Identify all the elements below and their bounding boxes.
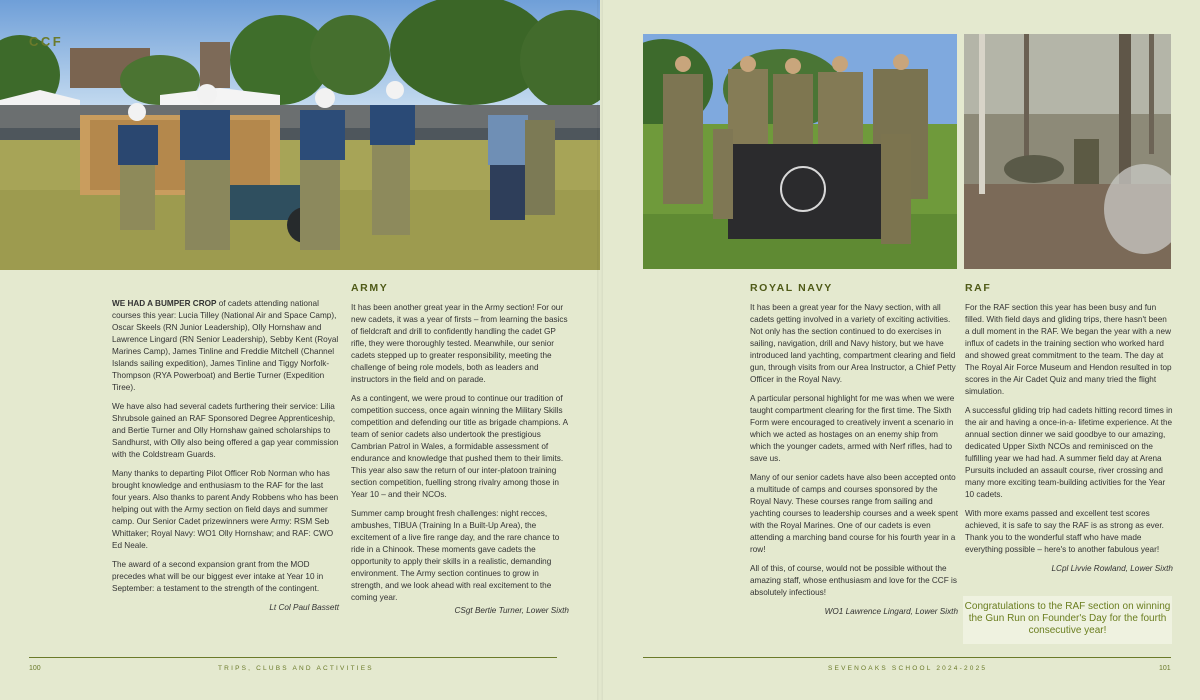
congratulations-callout: Congratulations to the RAF section on winning the Gun Run on Founder's Day for the fourth consecutive year! bbox=[963, 596, 1172, 644]
raf-paragraph-2: A successful gliding trip had cadets hitting record times in the air and having a once-in-a- lifetime experience. At the annual section dinner we said goodbye to our amazing, dedicated Upper Sixth NCOs and reminisced on the fulfilling year we had had. A summer field day at Arena Pursuits included an assault course, river crossing and many more exciting team-building activities for the Year 10 cadets. bbox=[965, 406, 1173, 499]
intro-lead: WE HAD A BUMPER CROP bbox=[112, 299, 217, 308]
army-paragraph-3: Summer camp brought fresh challenges: night recces, ambushes, TIBUA (Training In a Built-Up Area), the excitement of a live fire range day, and the rare chance to ride in a Chinook. These moments gave cadets the opportunity to apply their skills in a realistic, demanding environment. The Army section continues to grow in strength, and we look ahead with real excitement to the coming year. bbox=[351, 509, 560, 602]
navy-paragraph-1: It has been a great year for the Navy section, with all cadets getting involved in a variety of exciting activities. Not only has the section continued to do exercises in sailing, navigation, drill and Navy history, but we have introduced land yachting, compartment clearing and field gun, through visits from our Area Instructor, a Chief Petty Officer in the Royal Navy. bbox=[750, 303, 956, 384]
raf-paragraph-3: With more exams passed and excellent test scores achieved, it is safe to say the RAF is as strong as ever. Thank you to the wonderful staff who have made everything possible – here's to another fabulous year! bbox=[965, 509, 1164, 554]
navy-group-photo bbox=[643, 34, 957, 269]
section-label: CCF bbox=[29, 34, 64, 49]
army-signature: CSgt Bertie Turner, Lower Sixth bbox=[454, 606, 569, 615]
navy-paragraph-4: All of this, of course, would not be possible without the amazing staff, whose enthusiasm and love for the CCF is absolutely infectious! bbox=[750, 564, 957, 597]
intro-paragraph-3: Many thanks to departing Pilot Officer Rob Norman who has brought knowledge and enthusiasm to the RAF for the last four years. Also thanks to parent Andy Robbens who has been helping out with the Army section on field days and summer camp. Our Senior Cadet prizewinners were Army: RSM Seb Whittaker; Royal Navy: WO1 Olly Hornshaw; and RAF: CWO Ed Neale. bbox=[112, 469, 339, 550]
navy-signature: WO1 Lawrence Lingard, Lower Sixth bbox=[824, 607, 958, 616]
footer-rule-left bbox=[29, 657, 557, 658]
page-number-left: 100 bbox=[29, 665, 41, 672]
raf-column bbox=[965, 282, 1173, 582]
raf-heading: RAF bbox=[965, 282, 992, 294]
intro-paragraph-1 bbox=[112, 298, 339, 394]
intro-paragraph-4: The award of a second expansion grant from the MOD precedes what will be our biggest ever intake at Year 10 in September: a testament to the strength of the contingent. bbox=[112, 560, 324, 593]
navy-paragraph-3: Many of our senior cadets have also been accepted onto a multitude of camps and courses sponsored by the Royal Navy. These courses range from sailing and yachting courses to leadership courses and a week spent with the Royal Marines. One of our cadets is even attending a marching band course for his fourth year in a row! bbox=[750, 473, 958, 554]
gun-run-photo bbox=[0, 0, 600, 270]
page-number-right: 101 bbox=[1159, 665, 1171, 672]
footer-rule-right bbox=[643, 657, 1171, 658]
footer-left: TRIPS, CLUBS AND ACTIVITIES bbox=[218, 665, 374, 672]
intro-signature: Lt Col Paul Bassett bbox=[269, 603, 339, 612]
intro-text-1: of cadets attending national courses this year: Lucia Tilley (National Air and Space Camp), Oscar Skeels (RN Junior Leadership), Olly Hornshaw and Lawrence Lingard (RN Senior Leadership), Sebby Kent (Royal Marines Camp), James Tinline and Freddie Mitchell (Channel Islands sailing expedition), James Tinline and Tiggy Norfolk-Thompson (RYA Powerboat) and Bertie Turner (Expedition Tiree). bbox=[112, 299, 339, 392]
army-heading: ARMY bbox=[351, 282, 389, 294]
army-paragraph-1: It has been another great year in the Army section! For our new cadets, it was a year of firsts – from learning the basics of fieldcraft and drill to confidently handling the cadet GP rifle, they were thoroughly tested. Meanwhile, our senior cadets stepped up to greater responsibility, meeting the challenge of being role models, both as leaders and instructors in the field and on parade. bbox=[351, 303, 568, 384]
raf-signature: LCpl Livvie Rowland, Lower Sixth bbox=[1051, 564, 1173, 573]
navy-paragraph-2: A particular personal highlight for me was when we were taught compartment clearing for the first time. The Sixth Form were encouraged to creatively invent a scenario in which we acted as hostages on an enemy ship from which the younger cadets, armed with Nerf rifles, had to save us. bbox=[750, 394, 955, 463]
intro-paragraph-2: We have also had several cadets furthering their service: Lilia Shrubsole gained an RAF Sponsored Degree Apprenticeship, and Bertie Turner and Olly Hornshaw gained scholarships to Sandhurst, with Olly also being offered a gap year commission with the Coldstream Guards. bbox=[112, 402, 339, 459]
intro-column bbox=[112, 298, 339, 621]
army-paragraph-2: As a contingent, we were proud to continue our tradition of competition success, once again winning the Military Skills competition and defending our title as brigade champions. A team of senior cadets also undertook the prestigious Cambrian Patrol in Wales, a formidable assessment of endurance and knowledge that pushed them to their limits. This year also saw the return of our inter-platoon training section competition, fuelling strong rivalry among those in Year 10 – and their NCOs. bbox=[351, 394, 568, 499]
right-page bbox=[600, 0, 1200, 700]
navy-column bbox=[750, 282, 958, 625]
navy-heading: ROYAL NAVY bbox=[750, 282, 833, 294]
army-column bbox=[351, 282, 569, 624]
raf-paragraph-1: For the RAF section this year has been busy and fun filled. With field days and gliding trips, there hasn't been a dull moment in the RAF. We began the year with a new influx of cadets in the training section who worked hard and showed great commitment to the team. The day at The Royal Air Force Museum and Hendon resulted in top scores in the Air Cadet Quiz and many tried the flight simulation. bbox=[965, 303, 1172, 396]
footer-right: SEVENOAKS SCHOOL 2024-2025 bbox=[828, 665, 988, 672]
raf-woodland-photo bbox=[964, 34, 1171, 269]
